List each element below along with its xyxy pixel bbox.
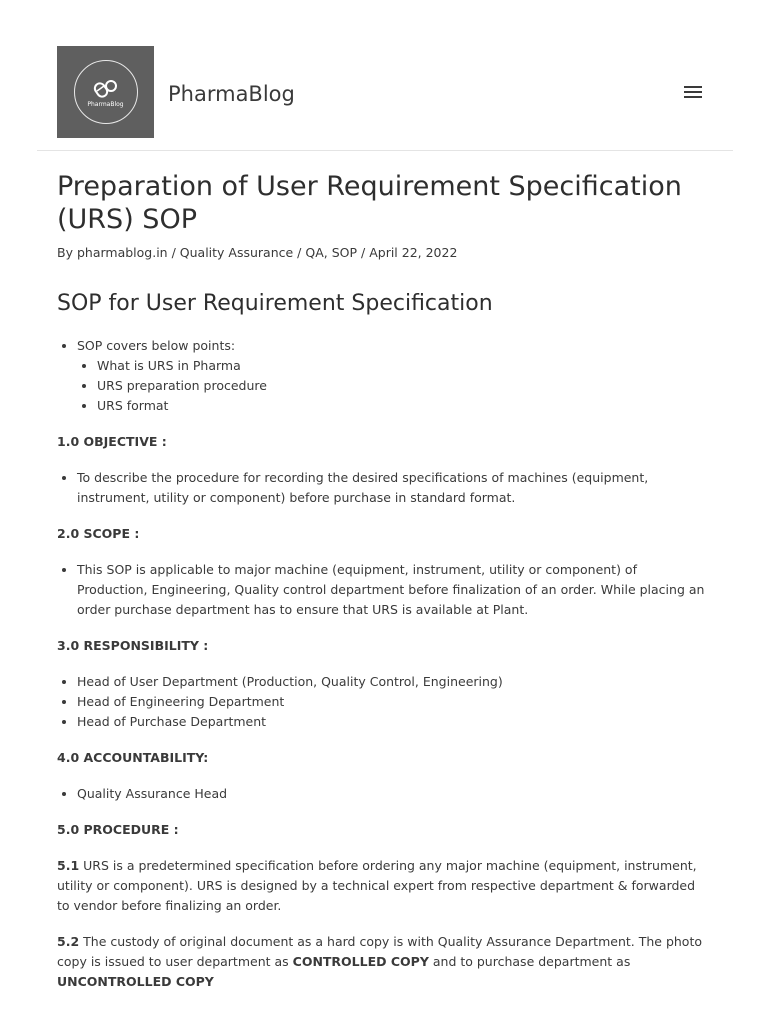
list-item: Head of Engineering Department [77, 692, 707, 712]
clause-text: URS is a predetermined specification before ordering any major machine (equipment, instrument, utility or component). URS is designed by a technical expert from respective department & forwarded to vendor before finalizing an order. [57, 858, 697, 913]
clause-text: and to purchase department as [428, 954, 631, 969]
logo-badge [74, 60, 138, 124]
intro-sub-list [77, 356, 707, 416]
objective-heading: 1.0 OBJECTIVE : [57, 434, 167, 449]
category-link[interactable]: Quality Assurance [179, 245, 294, 260]
scope-heading: 2.0 SCOPE : [57, 526, 140, 541]
post-meta [57, 245, 707, 260]
site-logo[interactable] [57, 46, 154, 138]
pill-icon [93, 77, 119, 99]
responsibility-list [57, 672, 707, 732]
logo-text: PharmaBlog [87, 100, 124, 108]
clause-number: 5.1 [57, 858, 80, 873]
intro-list [57, 336, 707, 416]
post-content [57, 170, 707, 992]
site-header [0, 0, 768, 152]
post-title: Preparation of User Requirement Specification (URS) SOP [57, 171, 682, 235]
site-title[interactable]: PharmaBlog [168, 82, 295, 106]
scope-list [57, 560, 707, 620]
accountability-list [57, 784, 707, 804]
list-item [77, 336, 707, 416]
list-item: Quality Assurance Head [77, 784, 707, 804]
procedure-paragraph-2 [57, 932, 707, 992]
objective-list [57, 468, 707, 508]
list-item: Head of Purchase Department [77, 712, 707, 732]
procedure-heading: 5.0 PROCEDURE : [57, 822, 179, 837]
header-divider [37, 150, 733, 151]
meta-by: By [57, 245, 73, 260]
uncontrolled-copy-label: UNCONTROLLED COPY [57, 974, 214, 989]
section-title: SOP for User Requirement Specification [57, 291, 493, 316]
accountability-heading: 4.0 ACCOUNTABILITY: [57, 750, 209, 765]
meta-separator: / [167, 245, 180, 260]
list-item: URS preparation procedure [97, 376, 707, 396]
post-date: April 22, 2022 [369, 245, 458, 260]
responsibility-heading: 3.0 RESPONSIBILITY : [57, 638, 209, 653]
list-item: URS format [97, 396, 707, 416]
tags-link[interactable]: QA, SOP [305, 245, 358, 260]
clause-number: 5.2 [57, 934, 80, 949]
meta-separator: / [357, 245, 370, 260]
hamburger-menu-icon[interactable] [684, 86, 702, 100]
author-link[interactable]: pharmablog.in [76, 245, 168, 260]
procedure-paragraph-1 [57, 856, 707, 916]
list-item: This SOP is applicable to major machine (equipment, instrument, utility or component) of Production, Engineering, Quality control department before finalization of an order. While placing an order purchase department has to ensure that URS is available at Plant. [77, 560, 707, 620]
controlled-copy-label: CONTROLLED COPY [292, 954, 429, 969]
list-item: What is URS in Pharma [97, 356, 707, 376]
intro-label: SOP covers below points: [77, 338, 236, 353]
meta-separator: / [293, 245, 306, 260]
list-item: Head of User Department (Production, Quality Control, Engineering) [77, 672, 707, 692]
clause-text: The custody of original document as a hard copy is with Quality Assurance Department. The photo copy is issued to user department as [57, 934, 702, 969]
list-item: To describe the procedure for recording the desired specifications of machines (equipment, instrument, utility or component) before purchase in standard format. [77, 468, 707, 508]
